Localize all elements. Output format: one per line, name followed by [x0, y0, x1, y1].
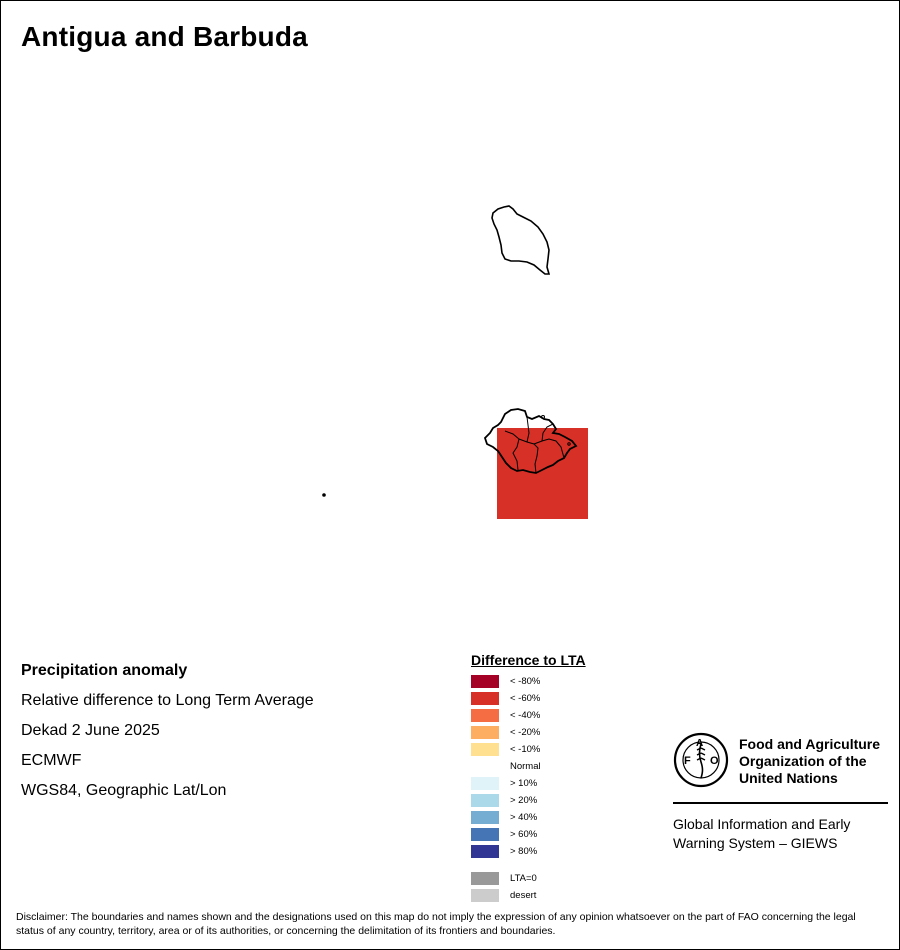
legend-item [471, 843, 586, 860]
map-title: Antigua and Barbuda [21, 21, 308, 52]
legend-swatch [471, 726, 499, 739]
legend-label: < -80% [510, 676, 541, 687]
info-period: Dekad 2 June 2025 [21, 722, 160, 739]
legend-swatch [471, 777, 499, 790]
map-info [21, 656, 314, 806]
legend-item [471, 741, 586, 758]
legend-item [471, 707, 586, 724]
legend-swatch [471, 828, 499, 841]
fao-name-line: Organization of the [739, 753, 867, 769]
legend-swatch [471, 675, 499, 688]
legend-item [471, 673, 586, 690]
legend-item [471, 809, 586, 826]
legend-label: < -60% [510, 693, 541, 704]
disclaimer: Disclaimer: The boundaries and names shown and the designations used on this map do not imply the expression of any opinion whatsoever on the part of FAO concerning the legal status of any country, territory, area or of its authorities, or concerning the delimitation of its frontiers and boundaries. [16, 911, 856, 937]
info-variable: Relative difference to Long Term Average [21, 692, 314, 709]
anomaly-cell [497, 428, 588, 519]
legend-swatch [471, 743, 499, 756]
info-projection: WGS84, Geographic Lat/Lon [21, 782, 227, 799]
giews-line: Global Information and Early [673, 816, 851, 832]
legend-title: Difference to LTA [471, 652, 586, 668]
map-canvas [1, 1, 900, 641]
fao-name-line: Food and Agriculture [739, 736, 881, 752]
legend-item [471, 775, 586, 792]
legend [471, 652, 586, 904]
legend-label: > 10% [510, 778, 538, 789]
fao-name [739, 736, 889, 787]
legend-label: > 20% [510, 795, 538, 806]
fao-divider [673, 802, 888, 804]
legend-label: > 60% [510, 829, 538, 840]
barbuda-outline [492, 206, 549, 274]
legend-label: > 80% [510, 846, 538, 857]
giews-line: Warning System – GIEWS [673, 835, 838, 851]
legend-item [471, 870, 586, 887]
legend-label: LTA=0 [510, 873, 537, 884]
svg-text:A: A [696, 738, 704, 749]
info-heading: Precipitation anomaly [21, 662, 188, 679]
giews-label [673, 815, 889, 853]
islet [542, 416, 545, 419]
legend-swatch [471, 811, 499, 824]
legend-item [471, 887, 586, 904]
redonda-islet [322, 493, 326, 497]
legend-swatch [471, 692, 499, 705]
legend-label: > 40% [510, 812, 538, 823]
legend-item [471, 758, 586, 775]
fao-logo-icon [673, 732, 729, 788]
legend-label: < -40% [510, 710, 541, 721]
legend-swatch [471, 872, 499, 885]
legend-swatch [471, 760, 499, 773]
svg-text:O: O [710, 755, 719, 767]
svg-text:F: F [684, 755, 691, 767]
legend-item [471, 690, 586, 707]
legend-label: desert [510, 890, 537, 901]
legend-label: Normal [510, 761, 541, 772]
legend-swatch [471, 794, 499, 807]
legend-swatch [471, 845, 499, 858]
legend-swatch [471, 709, 499, 722]
legend-label: < -20% [510, 727, 541, 738]
fao-name-line: United Nations [739, 770, 838, 786]
legend-swatch [471, 889, 499, 902]
legend-item [471, 792, 586, 809]
legend-item [471, 724, 586, 741]
legend-label: < -10% [510, 744, 541, 755]
legend-item [471, 826, 586, 843]
info-source: ECMWF [21, 752, 82, 769]
